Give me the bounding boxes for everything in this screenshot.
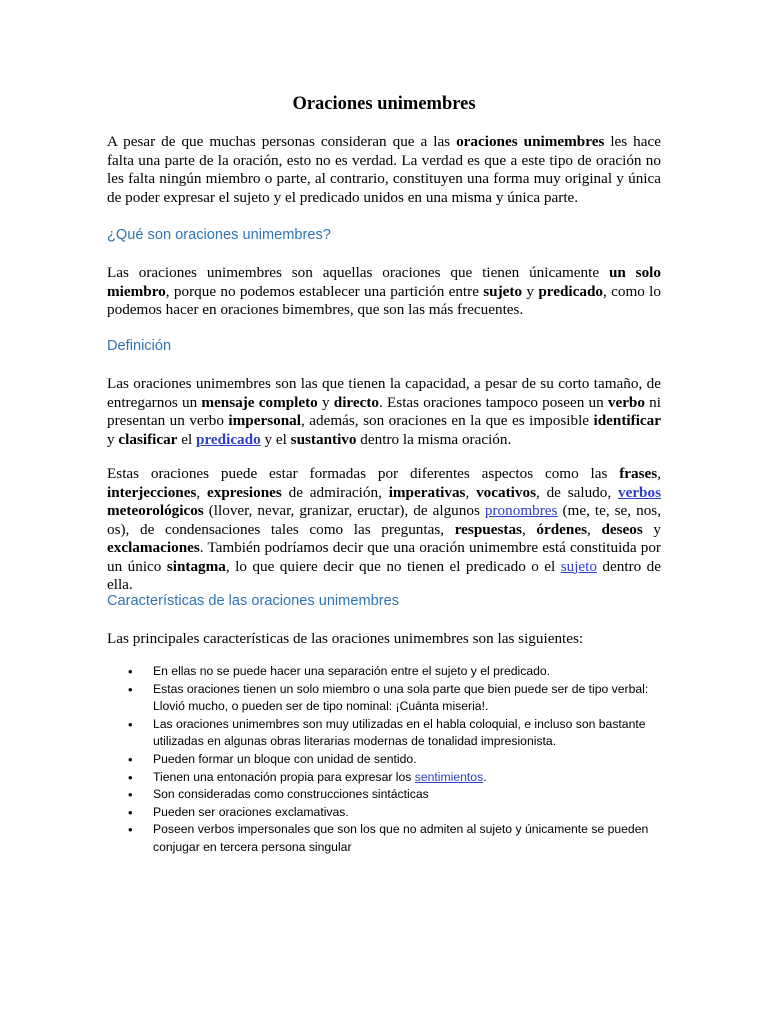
definicion-paragraph [107,375,661,449]
bold-term: expresiones [207,483,282,501]
text-run: . Estas oraciones tampoco poseen un [379,393,608,411]
list-item-text: Pueden ser oraciones exclamativas. [153,804,349,819]
text-run: , [465,483,477,501]
heading-que-son: ¿Qué son oraciones unimembres? [107,227,331,243]
text-run: , [196,483,208,501]
sentimientos-link[interactable]: sentimientos [414,769,484,784]
list-item-text: Las oraciones unimembres son muy utilizadas en el habla coloquial, e incluso son bastante utilizadas en algunas obras literarias modernas de tonalidad impresionista. [153,716,646,749]
list-item [126,716,666,751]
text-run: Las oraciones unimembres son las que tienen la capacidad, a pesar de su corto tamaño, de entregarnos un [107,375,661,411]
heading-definicion: Definición [107,338,172,354]
text-run: les hace falta una parte de la oración, esto no es verdad. La verdad es que a este tipo de oración no les falta ningún miembro o parte, al contrario, constituyen una forma muy original y única de poder expresar el sujeto y el predicado unidos en una misma y única parte. [107,133,662,206]
bold-term: sujeto [483,282,523,300]
bold-term: sustantivo [290,430,357,448]
verbos-link[interactable]: verbos [617,483,662,501]
bullet-icon: • [128,681,133,697]
list-item [126,663,666,681]
bold-term: predicado [538,282,604,300]
bullet-icon: • [128,822,133,838]
text-run: , lo que quiere decir que no tienen el predicado o el [225,557,561,575]
bullet-icon: • [128,751,133,767]
bold-term: mensaje completo [201,393,318,411]
bold-term: un solo miembro [107,264,661,300]
list-item-text: Estas oraciones tienen un solo miembro o una sola parte que bien puede ser de tipo verbal: Llovió mucho, o pueden ser de tipo nominal: ¡Cuánta miseria!. [153,681,649,714]
text-run: el [177,430,196,448]
text-run: dentro de ella. [107,557,662,593]
text-run: Estas oraciones puede estar formadas por diferentes aspectos como las [107,465,620,482]
bold-term: verbo [607,393,645,411]
list-item [126,804,666,822]
bold-term: identificar [593,412,661,429]
heading-caracteristicas: Características de las oraciones unimembres [107,593,399,609]
text-run: y [522,282,539,300]
bullet-icon: • [128,716,133,732]
list-item-text: Pueden formar un bloque con unidad de sentido. [153,751,417,766]
text-run: Las oraciones unimembres son aquellas oraciones que tienen únicamente [107,264,609,281]
text-run: y [107,430,119,448]
bold-term: meteorológicos [107,502,204,519]
bold-term: oraciones unimembres [456,133,605,150]
estas-paragraph [107,465,661,595]
document-title: Oraciones unimembres [292,94,476,114]
bold-term: sintagma [166,557,226,575]
sujeto-link[interactable]: sujeto [560,557,597,575]
list-item-text: . [483,769,487,784]
bold-term: directo [333,393,380,411]
bold-term: deseos [601,520,643,538]
text-run: dentro la misma oración. [356,430,512,448]
list-item [126,681,666,716]
list-item-text: Tienen una entonación propia para expresar los [153,769,415,784]
bullet-icon: • [128,787,133,803]
text-run: . También podríamos decir que una oración unimembre está constituida por un único [107,539,661,575]
text-run: , porque no podemos establecer una partición entre [165,282,484,300]
text-run: , de saludo, [535,483,618,501]
bold-term: impersonal [228,412,301,429]
bold-term: imperativas [388,483,466,501]
intro-paragraph [107,133,661,207]
text-run: (llover, nevar, granizar, eructar), de algunos [203,502,485,519]
bullet-icon: • [128,769,133,785]
text-run: y [642,520,662,538]
bullet-icon: • [128,664,133,679]
predicado-link[interactable]: predicado [196,430,261,448]
text-run: y [317,393,334,411]
text-run: , [587,520,602,538]
bold-term: respuestas [454,520,522,538]
pronombres-link[interactable]: pronombres [484,502,558,519]
list-item-text: Son consideradas como construcciones sintácticas [153,787,429,802]
text-run: , como lo podemos hacer en oraciones bimembres, que son las más frecuentes. [107,282,661,318]
bold-term: exclamaciones [107,539,200,556]
bold-term: frases [619,465,658,482]
list-item-text: En ellas no se puede hacer una separación entre el sujeto y el predicado. [153,664,551,678]
text-run: y el [260,430,291,448]
characteristics-list [126,663,666,857]
text-run: de admiración, [281,483,389,501]
list-item [126,769,666,787]
bold-term: vocativos [476,483,536,501]
text-run: A pesar de que muchas personas consideran que a las [107,133,457,150]
bold-term: interjecciones [107,483,197,501]
text-run: , [657,465,661,482]
list-item-text: Poseen verbos impersonales que son los que no admiten al sujeto y únicamente se pueden conjugar en tercera persona singular [153,822,649,854]
bold-term: clasificar [118,430,178,448]
que-son-paragraph [107,264,661,320]
text-run: , además, son oraciones en la que es imposible [300,412,594,429]
text-run: , [521,520,537,538]
bold-term: órdenes [536,520,588,538]
text-run: ni presentan un verbo [107,393,661,429]
list-item [126,821,666,856]
list-item [126,751,666,769]
text-run: (me, te, se, nos, os), de condensaciones tales como las preguntas, [107,502,661,538]
list-item [126,786,666,804]
bullet-icon: • [128,804,133,820]
principales-paragraph: Las principales características de las oraciones unimembres son las siguientes: [107,630,584,647]
